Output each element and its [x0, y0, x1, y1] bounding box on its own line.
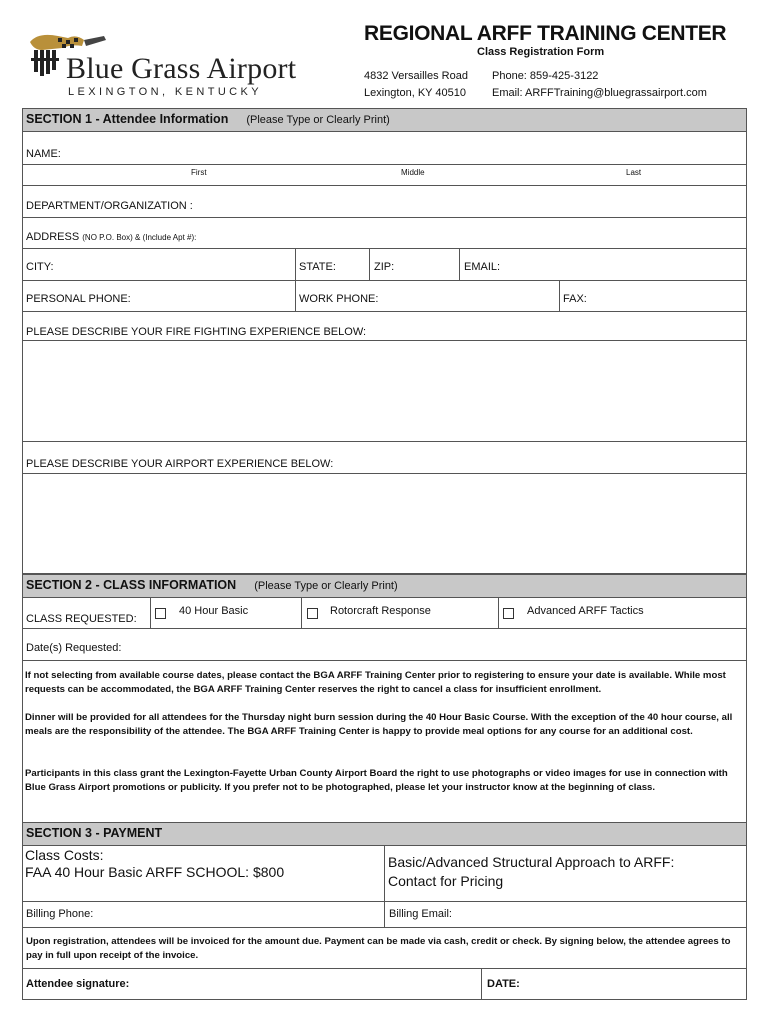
address-label: ADDRESS (NO P.O. Box) & (Include Apt #):: [26, 231, 197, 243]
name-label: NAME:: [26, 148, 61, 160]
city-row[interactable]: [22, 249, 747, 281]
fire-experience-label: PLEASE DESCRIBE YOUR FIRE FIGHTING EXPERIENCE BELOW:: [26, 326, 367, 338]
checkbox-40-hour-basic[interactable]: [155, 608, 166, 619]
address-line1: 4832 Versailles Road: [364, 70, 468, 82]
middle-label: Middle: [401, 168, 425, 177]
option-rotorcraft-response: Rotorcraft Response: [330, 605, 431, 617]
checkbox-advanced-arff-tactics[interactable]: [503, 608, 514, 619]
phone-row[interactable]: [22, 281, 747, 312]
last-label: Last: [626, 168, 642, 177]
class-costs-label: Class Costs:: [25, 847, 104, 863]
date-label: DATE:: [487, 978, 520, 990]
option-40-hour-basic: 40 Hour Basic: [179, 605, 249, 617]
section2-note: (Please Type or Clearly Print): [254, 580, 398, 592]
faa-cost: FAA 40 Hour Basic ARFF SCHOOL: $800: [25, 864, 285, 880]
invoice-note-row: [22, 928, 747, 969]
fire-experience-box[interactable]: [22, 312, 747, 442]
section1-title: SECTION 1 - Attendee Information: [26, 112, 229, 126]
section2-header: [22, 574, 747, 598]
signature-row[interactable]: [22, 969, 747, 1000]
airport-experience-box[interactable]: [22, 442, 747, 574]
contact-phone: Phone: 859-425-3122: [492, 70, 599, 82]
work-phone-label: WORK PHONE:: [299, 293, 379, 305]
section1-header: [22, 108, 747, 132]
option-advanced-arff-tactics: Advanced ARFF Tactics: [527, 605, 644, 617]
department-row[interactable]: [22, 186, 747, 218]
billing-phone-label: Billing Phone:: [26, 908, 94, 920]
personal-phone-label: PERSONAL PHONE:: [26, 293, 131, 305]
form-subtitle: Class Registration Form: [477, 46, 605, 58]
section2-title: SECTION 2 - CLASS INFORMATION: [26, 578, 237, 592]
section3-header: [22, 822, 747, 846]
email-label: EMAIL:: [464, 261, 501, 273]
contact-for-pricing: Contact for Pricing: [388, 873, 504, 889]
checkbox-rotorcraft-response[interactable]: [307, 608, 318, 619]
contact-email: Email: ARFFTraining@bluegrassairport.com: [492, 87, 707, 99]
fax-label: FAX:: [563, 293, 587, 305]
note-course-dates: If not selecting from available course dates, please contact the BGA ARFF Training Center prior to registering to ensure your date is available. While most requests can be accommodated, the BGA ARFF Training Center reserves the right to cancel a class for insufficient enrollment.: [25, 670, 726, 695]
class-requested-row: [22, 598, 747, 629]
class-requested-label: CLASS REQUESTED:: [26, 613, 137, 625]
name-row[interactable]: [22, 132, 747, 186]
first-label: First: [191, 168, 207, 177]
billing-email-label: Billing Email:: [389, 908, 452, 920]
note-meals: Dinner will be provided for all attendees for the Thursday night burn session during the 40 Hour Basic Course. With the exception of the 40 hour course, all meals are the responsibility of the attendee. The BGA ARFF Training Center is happy to provide meal options for any course for an additional cost.: [25, 712, 733, 737]
section1-note: (Please Type or Clearly Print): [246, 114, 390, 126]
city-label: CITY:: [26, 261, 54, 273]
airport-experience-label: PLEASE DESCRIBE YOUR AIRPORT EXPERIENCE BELOW:: [26, 458, 334, 470]
address-line2: Lexington, KY 40510: [364, 87, 466, 99]
address-row[interactable]: [22, 218, 747, 249]
signature-label: Attendee signature:: [26, 978, 130, 990]
logo-location: LEXINGTON, KENTUCKY: [68, 86, 262, 98]
address-note: (NO P.O. Box) & (Include Apt #):: [82, 233, 197, 242]
class-costs-row: [22, 846, 747, 902]
dates-requested-label: Date(s) Requested:: [26, 642, 122, 654]
invoice-note: Upon registration, attendees will be invoiced for the amount due. Payment can be made via cash, credit or check. By signing below, the attendee agrees to pay in full upon receipt of the invoice.: [26, 936, 731, 961]
note-photography: Participants in this class grant the Lexington-Fayette Urban County Airport Board the right to use photographs or video images for use in connection with Blue Grass Airport promotions or publicity. If you prefer not to be photographed, please let your instructor know at the beginning of class.: [25, 768, 728, 793]
form-title: REGIONAL ARFF TRAINING CENTER: [364, 22, 727, 45]
section3-title: SECTION 3 - PAYMENT: [26, 826, 163, 840]
structural-approach: Basic/Advanced Structural Approach to ARFF:: [388, 854, 675, 870]
billing-row[interactable]: [22, 902, 747, 928]
zip-label: ZIP:: [374, 261, 395, 273]
state-label: STATE:: [299, 261, 336, 273]
logo-name: Blue Grass Airport: [66, 52, 297, 85]
department-label: DEPARTMENT/ORGANIZATION :: [26, 200, 193, 212]
dates-requested-row[interactable]: [22, 629, 747, 661]
